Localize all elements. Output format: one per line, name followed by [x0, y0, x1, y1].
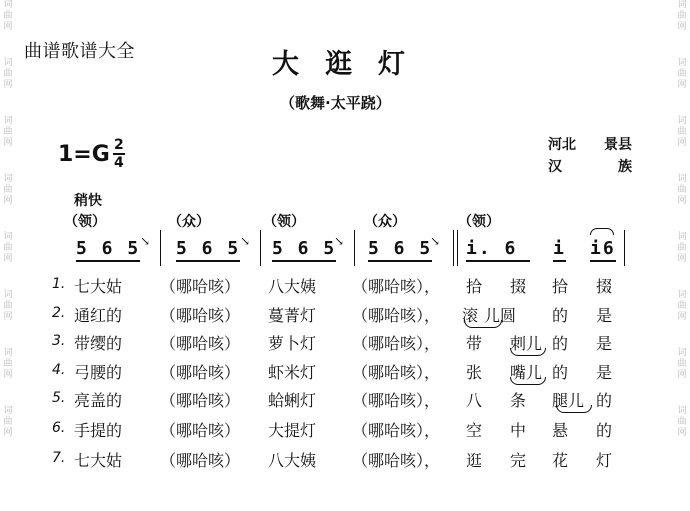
key-signature	[58, 138, 125, 170]
verse-word: 空	[466, 421, 483, 440]
verse-word: 掇	[510, 277, 527, 296]
verse-number: 7.	[52, 450, 66, 466]
verse-word: 腿儿	[552, 391, 585, 410]
song-subtitle: （歌舞·太平跷）	[280, 94, 391, 112]
verse-refrain: （哪哈咳）	[160, 363, 241, 382]
verse-lyric: 弓腰的	[74, 363, 123, 382]
double-barline	[453, 230, 458, 266]
verse-word: 条	[510, 391, 527, 410]
verse-word: 张	[466, 363, 483, 382]
verse-word: 是	[596, 334, 613, 353]
verse-lyric: 亮盖的	[74, 391, 123, 410]
verse-refrain: （哪哈咳），	[352, 306, 441, 325]
measure-1: 5 6 5	[76, 239, 140, 262]
origin-place-b: 景县	[604, 137, 632, 153]
slur-mark	[510, 348, 546, 356]
verse-number: 2.	[52, 305, 66, 321]
verse-word: 带	[466, 334, 483, 353]
verse-lyric: 通红的	[74, 306, 123, 325]
verse-word: 儿圆	[484, 306, 517, 325]
tempo-marking: 稍快	[74, 193, 102, 209]
verse-lyric: 蔓菁灯	[268, 306, 317, 325]
tie-mark	[590, 228, 614, 235]
verse-number: 6.	[52, 420, 66, 436]
verse-word: 悬	[552, 421, 569, 440]
measure-3: 5 6 5	[272, 239, 336, 262]
barline	[354, 230, 355, 266]
part-label-5: （领）	[458, 214, 500, 230]
verse-word: 灯	[596, 451, 613, 470]
verse-refrain: （哪哈咳），	[352, 421, 441, 440]
verse-word: 逛	[466, 451, 483, 470]
breath-mark: ↘	[430, 234, 441, 248]
verse-word: 的	[596, 421, 613, 440]
verse-word: 拾	[552, 277, 569, 296]
verse-refrain: （哪哈咳）	[160, 421, 241, 440]
breath-mark: ↘	[240, 234, 251, 248]
verse-word: 中	[510, 421, 527, 440]
verse-refrain: （哪哈咳），	[352, 277, 441, 296]
verse-number: 1.	[52, 276, 66, 292]
verse-word: 是	[596, 306, 613, 325]
verse-word: 完	[510, 451, 527, 470]
site-label: 曲谱歌谱大全	[24, 41, 135, 62]
verse-word: 的	[552, 306, 569, 325]
verse-word: 嘴儿	[510, 363, 543, 382]
verse-lyric: 萝卜灯	[268, 334, 317, 353]
verse-lyric: 七大姑	[74, 277, 123, 296]
verse-lyric: 蛤蜊灯	[268, 391, 317, 410]
verse-lyric: 手提的	[74, 421, 123, 440]
origin-people-b: 族	[618, 159, 632, 175]
barline	[160, 230, 161, 266]
verse-refrain: （哪哈咳），	[352, 334, 441, 353]
verse-word: 是	[596, 363, 613, 382]
measure-4: 5 6 5	[368, 239, 432, 262]
verse-word: 花	[552, 451, 569, 470]
meter-bottom: 4	[113, 155, 124, 171]
song-title: 大逛灯	[272, 49, 431, 80]
slur-mark	[556, 405, 592, 413]
verse-lyric: 八大姨	[268, 451, 317, 470]
verse-word: 的	[552, 363, 569, 382]
verse-refrain: （哪哈咳）	[160, 277, 241, 296]
origin-place-a: 河北	[548, 137, 576, 153]
verse-word: 拾	[466, 277, 483, 296]
breath-mark: ↘	[334, 234, 345, 248]
measure-6: i	[553, 239, 566, 262]
verse-lyric: 带缨的	[74, 334, 123, 353]
part-label-1: （领）	[64, 214, 106, 230]
verse-number: 3.	[52, 333, 66, 349]
verse-number: 4.	[52, 362, 66, 378]
verse-word: 掇	[596, 277, 613, 296]
verse-lyric: 大提灯	[268, 421, 317, 440]
measure-5: i. 6	[466, 239, 530, 262]
meter-top: 2	[113, 137, 124, 153]
watermark-right: 词 曲 网 词 曲 网 词 曲 网 词 曲 网 词 曲 网 词 曲 网 词 曲 网 词 曲 网	[677, 0, 687, 438]
verse-refrain: （哪哈咳）	[160, 391, 241, 410]
watermark-left: 词 曲 网 词 曲 网 词 曲 网 词 曲 网 词 曲 网 词 曲 网 词 曲 网 词 曲 网	[3, 0, 13, 438]
part-label-4: （众）	[364, 214, 406, 230]
origin-people-a: 汉	[548, 159, 562, 175]
key-label: 1=G	[58, 141, 110, 167]
verse-word: 的	[596, 391, 613, 410]
measure-7: i6	[590, 239, 616, 262]
verse-refrain: （哪哈咳）	[160, 334, 241, 353]
verse-word: 的	[552, 334, 569, 353]
verse-refrain: （哪哈咳），	[352, 363, 441, 382]
breath-mark: ↘	[140, 234, 151, 248]
verse-refrain: （哪哈咳），	[352, 391, 441, 410]
verse-refrain: （哪哈咳），	[352, 451, 441, 470]
verse-word: 滚	[462, 306, 479, 325]
verse-word: 八	[466, 391, 483, 410]
verse-lyric: 七大姑	[74, 451, 123, 470]
barline	[624, 230, 625, 266]
verse-word: 刺儿	[510, 334, 543, 353]
measure-2: 5 6 5	[176, 239, 240, 262]
verse-refrain: （哪哈咳）	[160, 451, 241, 470]
barline	[260, 230, 261, 266]
verse-lyric: 虾米灯	[268, 363, 317, 382]
part-label-2: （众）	[168, 214, 210, 230]
time-signature	[113, 138, 125, 170]
verse-number: 5.	[52, 390, 66, 406]
verse-lyric: 八大姨	[268, 277, 317, 296]
song-origin	[548, 134, 632, 178]
slur-mark	[464, 320, 502, 328]
part-label-3: （领）	[263, 214, 305, 230]
verse-refrain: （哪哈咳）	[160, 306, 241, 325]
slur-mark	[510, 377, 546, 385]
